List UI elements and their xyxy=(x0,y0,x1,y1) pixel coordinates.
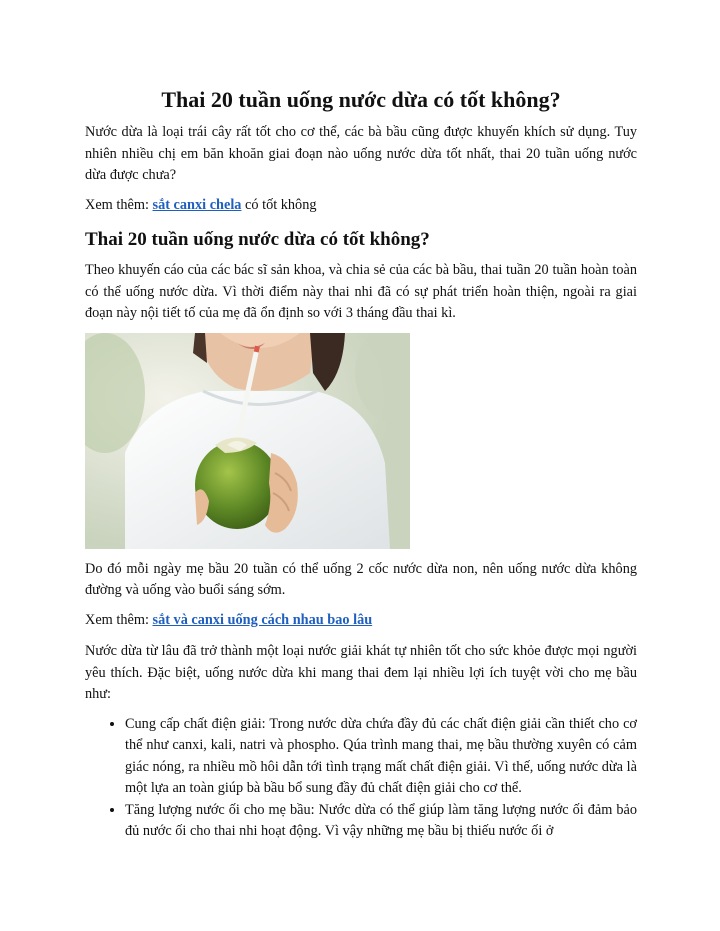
paragraph-3: Nước dừa từ lâu đã trở thành một loại nước giải khát tự nhiên tốt cho sức khỏe được mọi người yêu thích. Đặc biệt, uống nước dừa khi mang thai đem lại nhiều lợi ích tuyệt vời cho mẹ bầu như: xyxy=(85,643,637,702)
coconut-photo xyxy=(85,333,410,549)
paragraph-2: Do đó mỗi ngày mẹ bầu 20 tuần có thể uống 2 cốc nước dừa non, nên uống nước dừa không đường và uống vào buổi sáng sớm. xyxy=(85,560,637,598)
section-heading: Thai 20 tuần uống nước dừa có tốt không? xyxy=(85,229,430,250)
benefits-list xyxy=(85,714,637,843)
intro-paragraph: Nước dừa là loại trái cây rất tốt cho cơ thể, các bà bầu cũng được khuyến khích sử dụng. Tuy nhiên nhiều chị em băn khoăn giai đoạn nào uống nước dừa tốt nhất, thai 20 tuần uống nước dừa được chưa? xyxy=(85,124,637,183)
see-also-2-link[interactable]: sắt và canxi uống cách nhau bao lâu xyxy=(152,611,373,628)
list-item: • Cung cấp chất điện giải: Trong nước dừa chứa đầy đủ các chất điện giải cần thiết cho cơ thể như canxi, kali, natri và phospho. Qúa trình mang thai, mẹ bầu thường xuyên có cảm giác nóng, ra nhiều mồ hôi dẫn tới tình trạng mất chất điện giải. Vì thế, uống nước dừa là một lựa an toàn giúp bà bầu bổ sung đầy đủ chất điện giải cho cơ thể. xyxy=(125,714,637,800)
see-also-1 xyxy=(85,195,637,217)
see-also-2 xyxy=(85,610,637,632)
see-also-1-suffix: có tốt không xyxy=(241,196,317,213)
paragraph-1: Theo khuyến cáo của các bác sĩ sản khoa, và chia sẻ của các bà bầu, thai tuần 20 tuần hoàn toàn có thể uống nước dừa. Vì thời điểm này thai nhi đã có sự phát triển hoàn thiện, ngoài ra giai đoạn này nội tiết tố của mẹ đã ổn định so với 3 tháng đầu thai kì. xyxy=(85,262,637,321)
see-also-1-link[interactable]: sắt canxi chela xyxy=(152,196,242,213)
see-also-1-prefix: Xem thêm: xyxy=(85,196,153,213)
document-content xyxy=(85,84,637,843)
page-title: Thai 20 tuần uống nước dừa có tốt không? xyxy=(161,87,561,112)
list-item: • Tăng lượng nước ối cho mẹ bầu: Nước dừa có thể giúp làm tăng lượng nước ối đảm bảo đủ nước ối cho thai nhi hoạt động. Vì vậy những mẹ bầu bị thiếu nước ối ở xyxy=(125,800,637,843)
see-also-2-prefix: Xem thêm: xyxy=(85,611,153,628)
woman-drinking-coconut-illustration xyxy=(85,333,410,549)
